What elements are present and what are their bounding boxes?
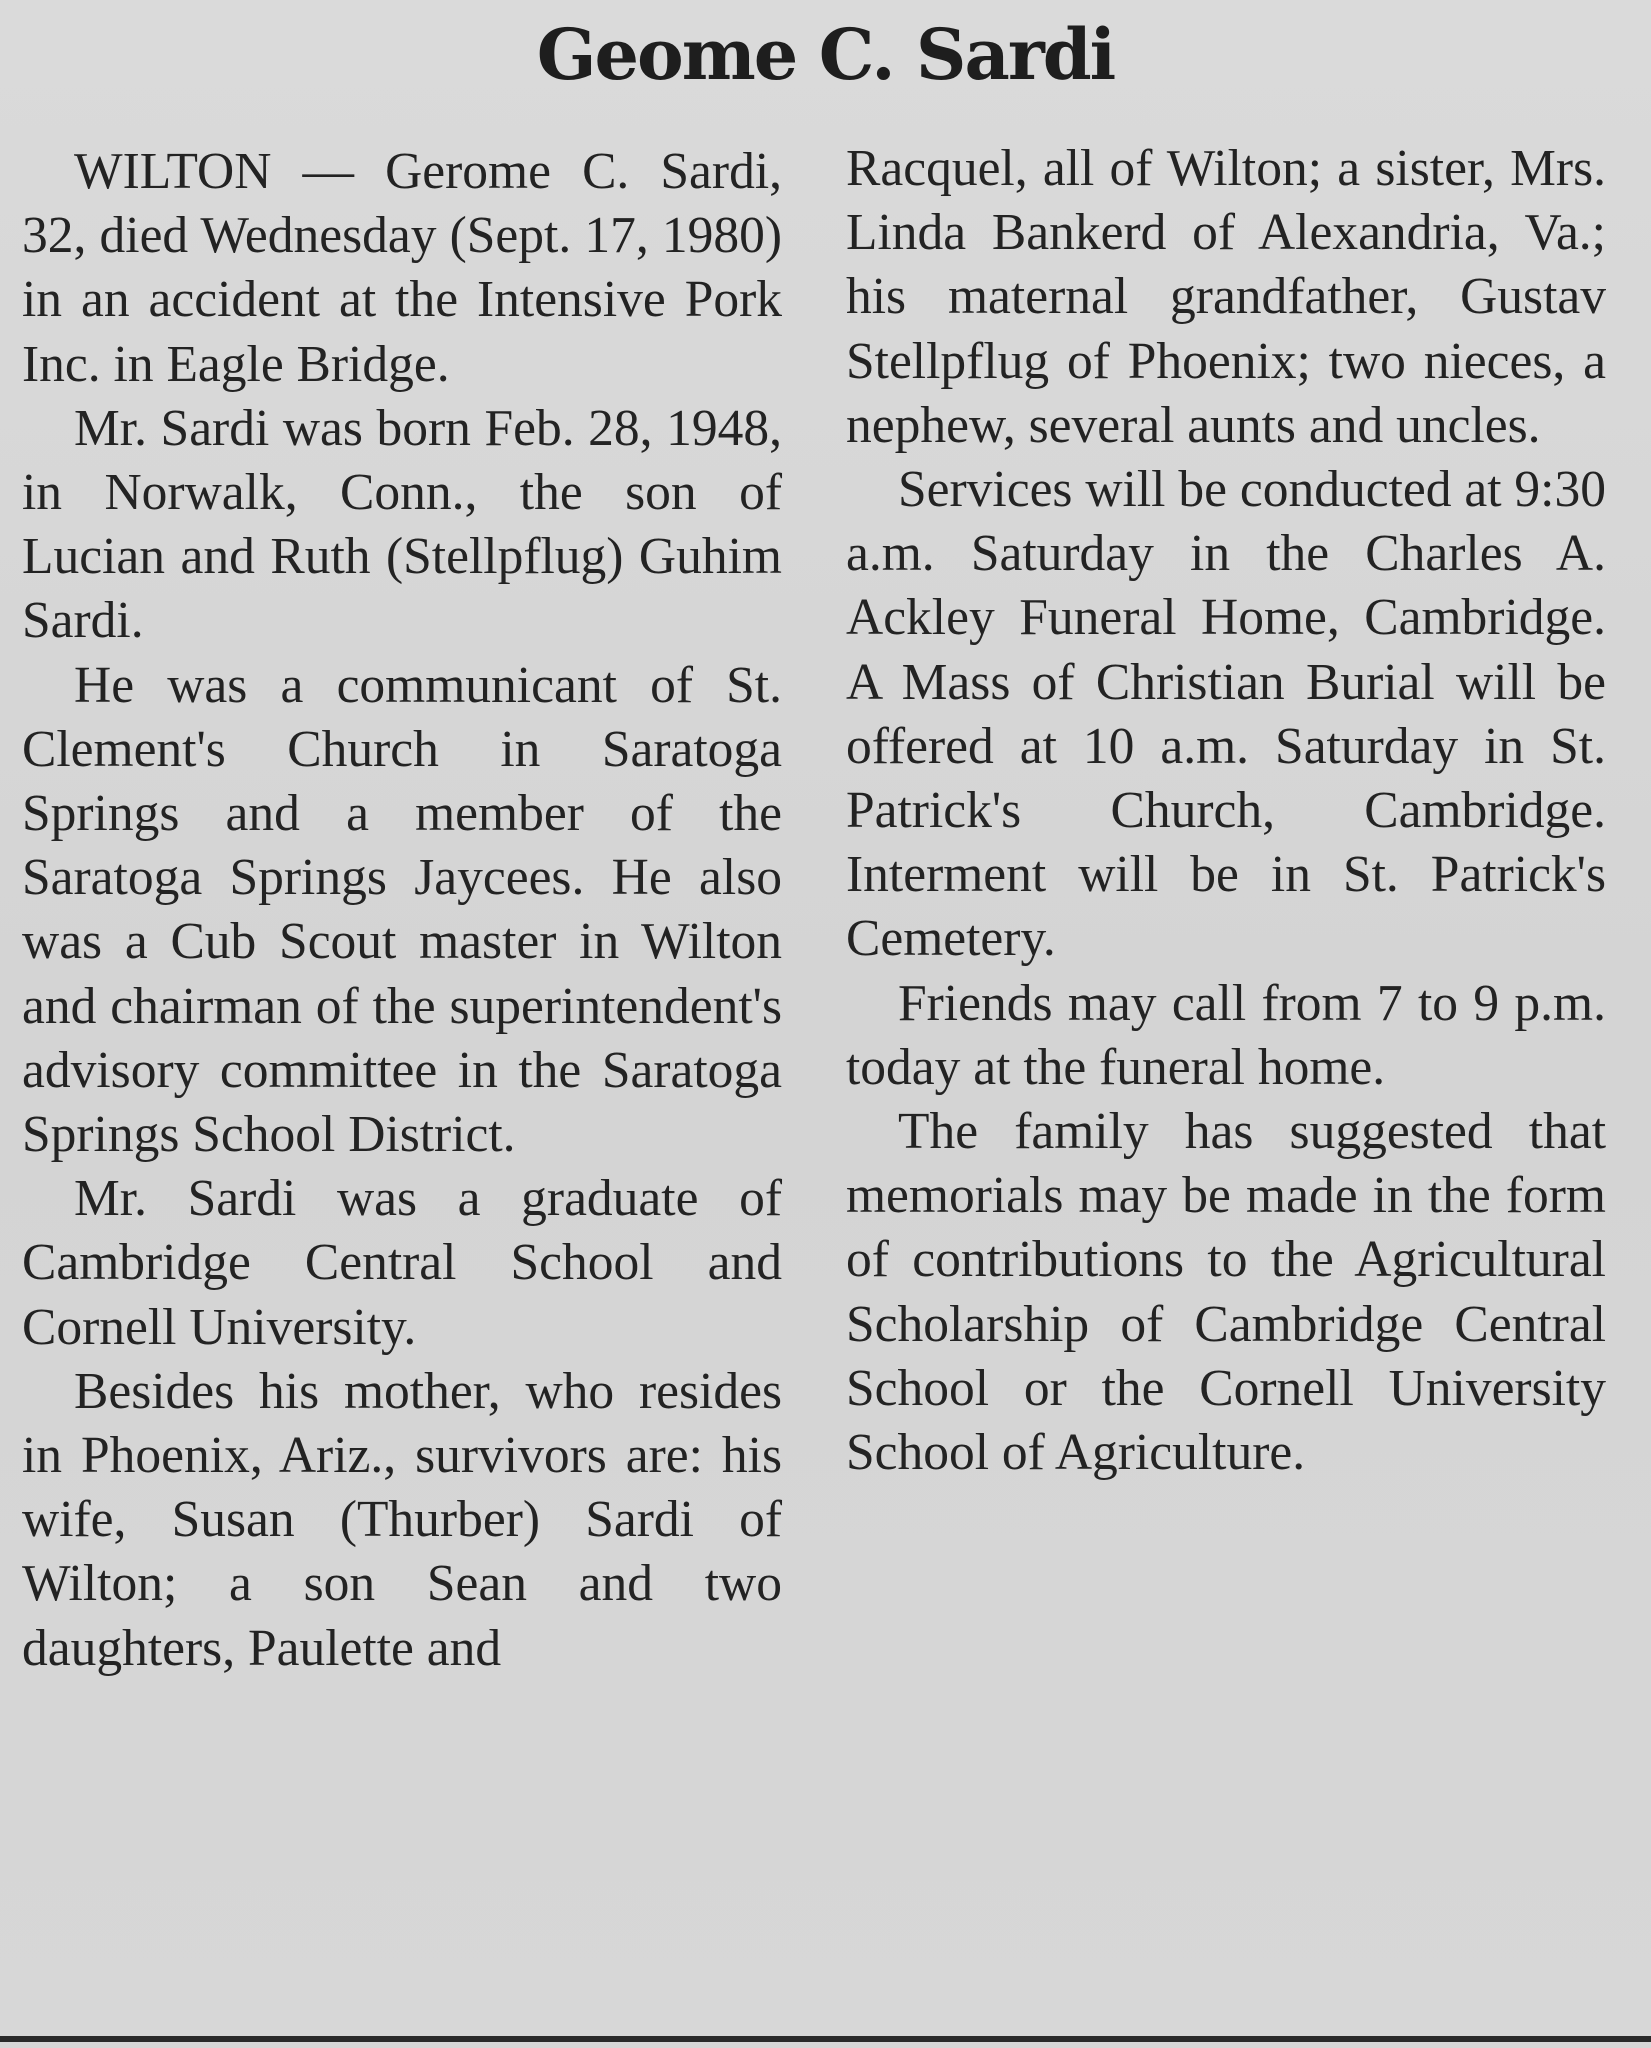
bottom-rule bbox=[0, 2036, 1651, 2042]
paragraph: Racquel, all of Wilton; a sister, Mrs. Linda Bankerd of Alexandria, Va.; his maternal grandfather, Gustav Stellpflug of Phoenix; two nieces, a nephew, several aunts and uncles. bbox=[846, 140, 1606, 454]
paragraph: Friends may call from 7 to 9 p.m. today at the funeral home. bbox=[846, 974, 1606, 1096]
paragraph: He was a communicant of St. Clement's Church in Saratoga Springs and a member of the Saratoga Springs Jaycees. He also was a Cub Scout master in Wilton and chairman of the superintendent's advisory committee in the Saratoga Springs School District. bbox=[22, 656, 782, 1164]
paragraph: The family has suggested that memorials may be made in the form of contributions to the Agricultural Scholarship of Cambridge Central School or the Cornell University School of Agriculture. bbox=[846, 1103, 1606, 1482]
paragraph: Mr. Sardi was born Feb. 28, 1948, in Norwalk, Conn., the son of Lucian and Ruth (Stellpflug) Guhim Sardi. bbox=[22, 399, 782, 650]
right-column bbox=[846, 137, 1606, 1485]
paragraph: Mr. Sardi was a graduate of Cambridge Central School and Cornell University. bbox=[22, 1170, 782, 1356]
paragraph: Besides his mother, who resides in Phoenix, Ariz., survivors are: his wife, Susan (Thurber) Sardi of Wilton; a son Sean and two daughters, Paulette and bbox=[22, 1362, 782, 1677]
headline: Geome C. Sardi bbox=[536, 13, 1115, 96]
paragraph: Services will be conducted at 9:30 a.m. Saturday in the Charles A. Ackley Funeral Home, Cambridge. A Mass of Christian Burial will be offered at 10 a.m. Saturday in St. Patrick's Church, Cambridge. Interment will be in St. Patrick's Cemetery. bbox=[846, 461, 1606, 968]
paragraph: WILTON — Gerome C. Sardi, 32, died Wednesday (Sept. 17, 1980) in an accident at the Intensive Pork Inc. in Eagle Bridge. bbox=[22, 143, 782, 393]
left-column bbox=[22, 140, 782, 1681]
